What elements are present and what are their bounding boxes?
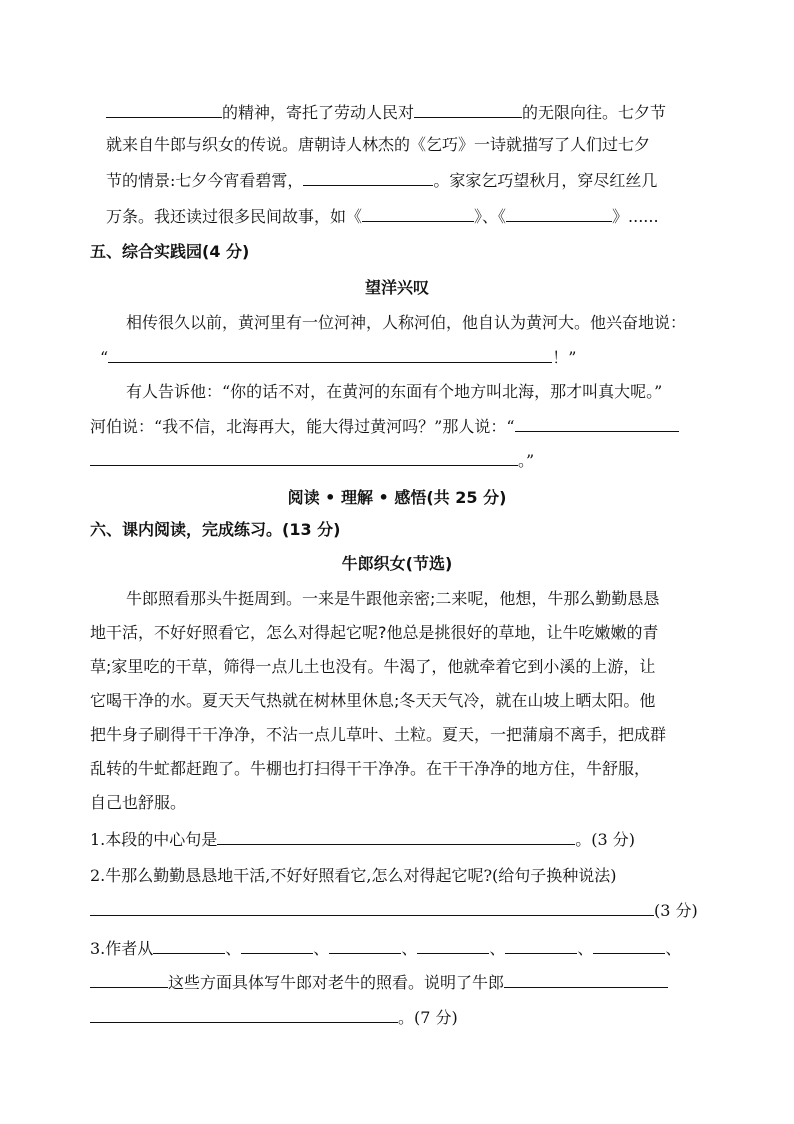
section5-title: 望洋兴叹 [364, 278, 429, 297]
text-segment: 》...... [612, 207, 659, 226]
answer-blank[interactable] [217, 827, 575, 845]
answer-blank[interactable] [106, 100, 222, 118]
section5-answer-line-2 [90, 448, 534, 473]
answer-blank[interactable] [414, 100, 522, 118]
question-2: 2.牛那么勤勤恳恳地干活,不好好照看它,怎么对得起它呢?(给句子换种说法) [90, 866, 617, 885]
text-segment: 》、《 [474, 207, 507, 226]
text-segment: 的无限向往。七夕节 [522, 103, 667, 122]
passage-line: 牛郎照看那头牛挺周到。一来是牛跟他亲密;二来呢，他想，牛那么勤勤恳恳 [126, 589, 660, 608]
separator: 、 [401, 939, 418, 958]
open-quote: “ [100, 348, 109, 367]
answer-blank[interactable] [241, 936, 313, 954]
festival-line-2: 就来自牛郎与织女的传说。唐朝诗人林杰的《乞巧》一诗就描写了人们过七夕 [106, 135, 651, 154]
answer-blank[interactable] [504, 970, 668, 988]
section5-paragraph-2: 有人告诉他：“你的话不对，在黄河的东面有个地方叫北海，那才叫真大呢。” [126, 382, 663, 401]
section5-paragraph-1: 相传很久以前，黄河里有一位河神，人称河伯，他自认为黄河大。他兴奋地说： [126, 313, 687, 332]
answer-blank[interactable] [303, 168, 433, 186]
section6-title: 牛郎织女(节选) [341, 554, 453, 573]
passage-line: 地干活，不好好照看它，怎么对得起它呢?他总是挑很好的草地，让牛吃嫩嫩的青 [90, 623, 659, 642]
text-segment: 1.本段的中心句是 [90, 830, 218, 849]
close-quote: 。” [518, 451, 535, 470]
text-segment: 这些方面具体写牛郎对老牛的照看。说明了牛郎 [168, 973, 505, 992]
answer-blank[interactable] [362, 204, 474, 222]
separator: 、 [489, 939, 506, 958]
text-segment: 。家家乞巧望秋月，穿尽红丝几 [433, 171, 658, 190]
answer-blank[interactable] [417, 936, 489, 954]
festival-line-3 [106, 168, 657, 193]
text-segment: 3.作者从 [90, 939, 154, 958]
text-segment: 节的情景:七夕今宵看碧霄， [106, 171, 304, 190]
answer-blank[interactable] [90, 1005, 398, 1023]
festival-line-1 [106, 100, 666, 125]
section6-heading: 六、课内阅读，完成练习。(13 分) [90, 520, 341, 539]
answer-blank[interactable] [515, 414, 679, 432]
question-3 [90, 936, 681, 961]
passage-line: 乱转的牛虻都赶跑了。牛棚也打扫得干干净净。在干干净净的地方住，牛舒服， [90, 759, 651, 778]
question-3-line-2 [90, 970, 668, 995]
text-segment: 。(3 分) [575, 830, 636, 849]
text-segment: 。(7 分) [398, 1008, 458, 1027]
answer-blank[interactable] [90, 448, 518, 466]
passage-line: 它喝干净的水。夏天天气热就在树林里休息;冬天天气冷，就在山坡上晒太阳。他 [90, 691, 656, 710]
separator: 、 [313, 939, 330, 958]
text-segment: 河伯说：“我不信，北海再大，能大得过黄河吗？”那人说：“ [90, 417, 515, 436]
answer-blank[interactable] [153, 936, 225, 954]
festival-line-4 [106, 204, 659, 229]
passage-line: 把牛身子刷得干干净净，不沾一点儿草叶、土粒。夏天，一把蒲扇不离手，把成群 [90, 725, 667, 744]
score: (3 分) [654, 901, 698, 920]
separator: 、 [577, 939, 594, 958]
answer-blank[interactable] [108, 345, 552, 363]
answer-blank[interactable] [90, 970, 168, 988]
section5-heading: 五、综合实践园(4 分) [90, 242, 250, 261]
separator: 、 [665, 939, 682, 958]
answer-blank[interactable] [90, 898, 654, 916]
separator: 、 [225, 939, 242, 958]
question-1 [90, 827, 635, 852]
close-quote: ！” [552, 348, 577, 367]
answer-blank[interactable] [593, 936, 665, 954]
question-2-answer [90, 898, 698, 923]
passage-line: 草;家里吃的干草，筛得一点儿土也没有。牛渴了，他就牵着它到小溪的上游，让 [90, 657, 656, 676]
text-segment: 万条。我还读过很多民间故事，如《 [106, 207, 363, 226]
answer-blank[interactable] [506, 204, 612, 222]
text-segment: 的精神，寄托了劳动人民对 [222, 103, 415, 122]
question-3-line-3 [90, 1005, 458, 1030]
answer-blank[interactable] [329, 936, 401, 954]
section5-paragraph-3 [90, 414, 679, 439]
reading-part-header: 阅读 • 理解 • 感悟(共 25 分) [287, 488, 507, 507]
section5-answer-line-1 [100, 345, 576, 370]
passage-line: 自己也舒服。 [90, 793, 187, 812]
answer-blank[interactable] [505, 936, 577, 954]
